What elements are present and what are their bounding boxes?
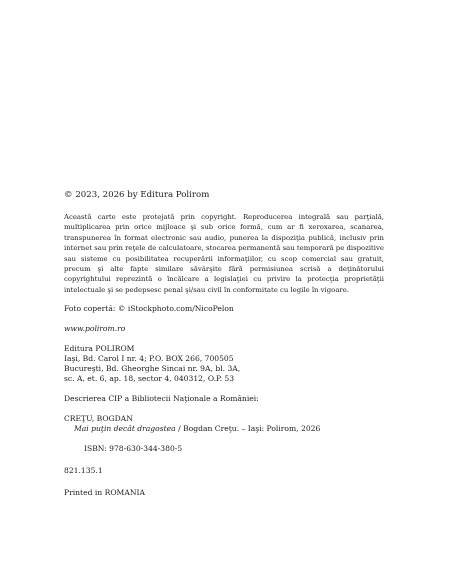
- copyright-notice: Această carte este protejată prin copyright. Reproducerea integrală sau parţială, multiplicarea prin orice mijloace şi sub orice formă, cum ar fi xeroxarea, scanarea, transpunerea în format electronic sau audio, punerea la dispoziţia publică, inclusiv prin internet sau prin reţele de calculatoare, stocarea permanentă sau temporară pe dispozitive sau sisteme cu posibilitatea recuperării informaţiilor, cu scop comercial sau gratuit, precum şi alte fapte similare săvârşite fără permisiunea scrisă a deţinătorului copyrightului reprezintă o încălcare a legislaţiei cu privire la protecţia proprietăţii intelectuale şi se pedepsesc penal şi/sau civil în conformitate cu legile în vigoare.: [64, 213, 384, 294]
- book-title: Mai puţin decât dragostea: [74, 424, 176, 434]
- address-bucuresti-line2: sc. A, et. 6, ap. 18, sector 4, 040312, O.P. 53: [64, 374, 235, 384]
- address-iasi: Iaşi, Bd. Carol I nr. 4; P.O. BOX 266, 700505: [64, 354, 234, 364]
- address-bucuresti-line1: Bucureşti, Bd. Gheorghe Sincai nr. 9A, bl. 3A,: [64, 364, 241, 374]
- isbn: ISBN: 978-630-344-380-5: [84, 444, 183, 454]
- udc-code: 821.135.1: [64, 466, 103, 476]
- publisher-address-block: [64, 344, 384, 384]
- cip-header: Descrierea CIP a Bibliotecii Naţionale a României:: [64, 394, 259, 404]
- cip-entry-details: / Bogdan Creţu. – Iaşi: Polirom, 2026: [175, 424, 321, 434]
- publisher-name: Editura POLIROM: [64, 344, 135, 354]
- photo-credit: Foto copertă: © iStockphoto.com/NicoPelon: [64, 304, 234, 314]
- copyright-page: [64, 190, 384, 498]
- publisher-website: www.polirom.ro: [64, 324, 126, 334]
- cip-author: CREŢU, BOGDAN: [64, 414, 133, 424]
- cip-entry: [64, 424, 354, 434]
- printed-in: Printed in ROMANIA: [64, 488, 145, 498]
- copyright-line: © 2023, 2026 by Editura Polirom: [64, 190, 210, 200]
